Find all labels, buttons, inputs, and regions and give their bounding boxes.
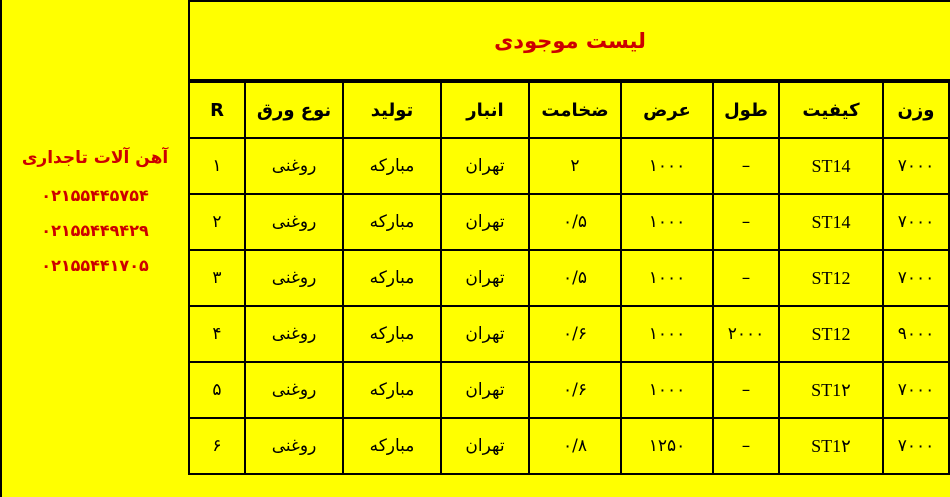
cell-row-number: ۶ <box>189 418 245 474</box>
cell-length: – <box>713 194 779 250</box>
cell-weight: ۷۰۰۰ <box>883 194 949 250</box>
table-row <box>189 250 949 306</box>
cell-production: مبارکه <box>343 194 441 250</box>
cell-production: مبارکه <box>343 362 441 418</box>
cell-width: ۱۲۵۰ <box>621 418 713 474</box>
cell-thickness: ۰/۶ <box>529 362 621 418</box>
cell-store: تهران <box>441 418 529 474</box>
cell-thickness: ۰/۵ <box>529 194 621 250</box>
cell-weight: ۷۰۰۰ <box>883 250 949 306</box>
cell-thickness: ۰/۶ <box>529 306 621 362</box>
cell-width: ۱۰۰۰ <box>621 306 713 362</box>
cell-weight: ۷۰۰۰ <box>883 418 949 474</box>
cell-quality: ST14 <box>779 194 883 250</box>
cell-store: تهران <box>441 250 529 306</box>
cell-length: – <box>713 418 779 474</box>
inventory-main <box>188 0 950 497</box>
column-header-thickness: ضخامت <box>529 82 621 138</box>
company-phone-2: ۰۲۱۵۵۴۴۹۴۲۹ <box>41 221 149 240</box>
page-title: لیست موجودی <box>494 28 646 53</box>
cell-length: – <box>713 250 779 306</box>
cell-width: ۱۰۰۰ <box>621 362 713 418</box>
cell-store: تهران <box>441 138 529 194</box>
cell-length: – <box>713 362 779 418</box>
table-row <box>189 138 949 194</box>
table-row <box>189 418 949 474</box>
cell-production: مبارکه <box>343 138 441 194</box>
column-header-length: طول <box>713 82 779 138</box>
cell-sheet-type: روغنی <box>245 306 343 362</box>
column-header-weight: وزن <box>883 82 949 138</box>
cell-quality: ST12 <box>779 306 883 362</box>
column-header-production: تولید <box>343 82 441 138</box>
column-header-sheet-type: نوع ورق <box>245 82 343 138</box>
cell-store: تهران <box>441 306 529 362</box>
cell-row-number: ۳ <box>189 250 245 306</box>
cell-quality: ST1۲ <box>779 418 883 474</box>
column-header-quality: کیفیت <box>779 82 883 138</box>
cell-length: – <box>713 138 779 194</box>
cell-sheet-type: روغنی <box>245 138 343 194</box>
cell-sheet-type: روغنی <box>245 194 343 250</box>
cell-width: ۱۰۰۰ <box>621 250 713 306</box>
cell-thickness: ۰/۵ <box>529 250 621 306</box>
cell-row-number: ۱ <box>189 138 245 194</box>
table-row <box>189 362 949 418</box>
cell-store: تهران <box>441 362 529 418</box>
cell-width: ۱۰۰۰ <box>621 194 713 250</box>
document-title-bar <box>188 0 950 81</box>
cell-production: مبارکه <box>343 306 441 362</box>
table-row <box>189 194 949 250</box>
cell-weight: ۷۰۰۰ <box>883 138 949 194</box>
cell-quality: ST1۲ <box>779 362 883 418</box>
company-phone-1: ۰۲۱۵۵۴۴۵۷۵۴ <box>41 186 149 205</box>
cell-quality: ST14 <box>779 138 883 194</box>
cell-sheet-type: روغنی <box>245 250 343 306</box>
cell-thickness: ۰/۸ <box>529 418 621 474</box>
company-name: آهن آلات تاجداری <box>21 148 169 168</box>
cell-store: تهران <box>441 194 529 250</box>
cell-row-number: ۵ <box>189 362 245 418</box>
cell-thickness: ۲ <box>529 138 621 194</box>
cell-width: ۱۰۰۰ <box>621 138 713 194</box>
cell-production: مبارکه <box>343 250 441 306</box>
cell-weight: ۷۰۰۰ <box>883 362 949 418</box>
table-header-row <box>189 82 949 138</box>
cell-length: ۲۰۰۰ <box>713 306 779 362</box>
cell-row-number: ۴ <box>189 306 245 362</box>
cell-quality: ST12 <box>779 250 883 306</box>
column-header-row-number: R <box>189 82 245 138</box>
cell-production: مبارکه <box>343 418 441 474</box>
column-header-width: عرض <box>621 82 713 138</box>
cell-weight: ۹۰۰۰ <box>883 306 949 362</box>
table-row <box>189 306 949 362</box>
inventory-table <box>188 81 950 475</box>
company-side-panel <box>0 0 188 497</box>
cell-sheet-type: روغنی <box>245 418 343 474</box>
company-phone-3: ۰۲۱۵۵۴۴۱۷۰۵ <box>41 256 149 275</box>
cell-row-number: ۲ <box>189 194 245 250</box>
column-header-store: انبار <box>441 82 529 138</box>
cell-sheet-type: روغنی <box>245 362 343 418</box>
